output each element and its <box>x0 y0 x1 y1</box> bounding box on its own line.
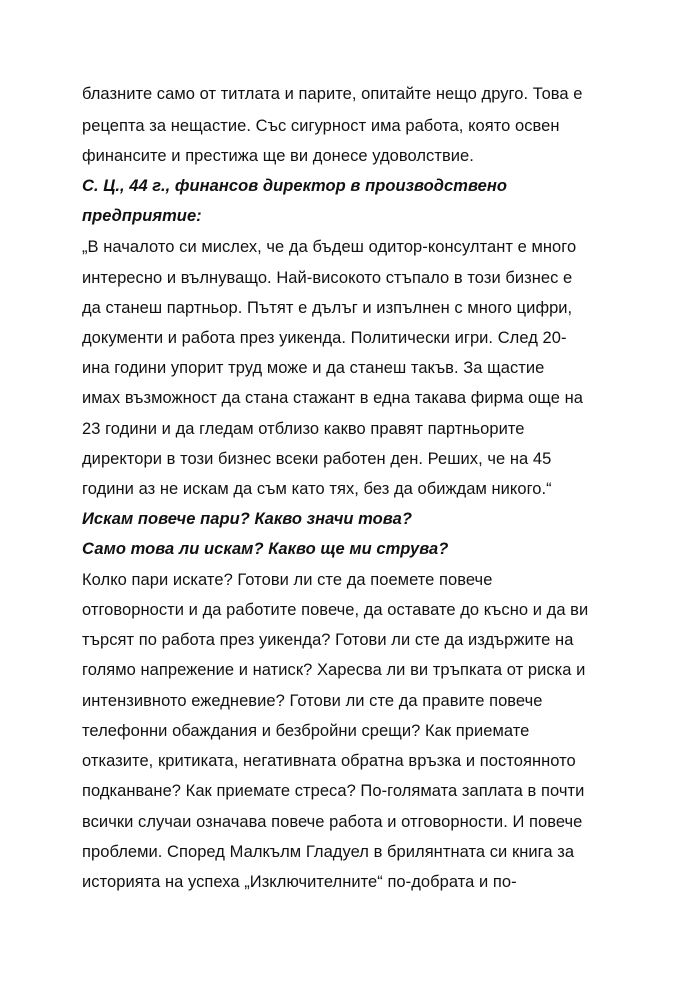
section-heading: Само това ли искам? Какво ще ми струва? <box>82 540 449 558</box>
body-line: търсят по работа през уикенда? Готови ли сте да издържите на <box>82 631 574 649</box>
body-line: отказите, критиката, негативната обратна връзка и постоянното <box>82 752 576 770</box>
person-heading: С. Ц., 44 г., финансов директор в производствено <box>82 177 507 195</box>
quote-line: директори в този бизнес всеки работен ден. Реших, че на 45 <box>82 450 552 468</box>
quote-line: „В началото си мислех, че да бъдеш одитор-консултант е много <box>82 238 577 256</box>
person-heading: предприятие: <box>82 207 202 225</box>
body-line: всички случаи означава повече работа и отговорности. И повече <box>82 813 583 831</box>
body-line: подканване? Как приемате стреса? По-голямата заплата в почти <box>82 782 585 800</box>
quote-line: години аз не искам да съм като тях, без да обиждам никого.“ <box>82 480 552 498</box>
section-heading: Искам повече пари? Какво значи това? <box>82 510 412 528</box>
body-line: рецепта за нещастие. Със сигурност има работа, която освен <box>82 117 560 135</box>
body-line: блазните само от титлата и парите, опитайте нещо друго. Това е <box>82 85 583 103</box>
body-line: интензивното ежедневие? Готови ли сте да правите повече <box>82 692 543 710</box>
body-line: отговорности и да работите повече, да оставате до късно и да ви <box>82 601 589 619</box>
body-line: Колко пари искате? Готови ли сте да поемете повече <box>82 571 493 589</box>
body-line: финансите и престижа ще ви донесе удоволствие. <box>82 147 474 165</box>
quote-line: 23 години и да гледам отблизо какво правят партньорите <box>82 420 525 438</box>
quote-line: документи и работа през уикенда. Политически игри. След 20- <box>82 329 567 347</box>
quote-line: интересно и вълнуващо. Най-високото стъпало в този бизнес е <box>82 269 573 287</box>
quote-line: да станеш партньор. Пътят е дълъг и изпълнен с много цифри, <box>82 299 573 317</box>
body-line: историята на успеха „Изключителните“ по-добрата и по- <box>82 873 517 891</box>
body-line: голямо напрежение и натиск? Харесва ли ви тръпката от риска и <box>82 661 586 679</box>
quote-line: имах възможност да стана стажант в една такава фирма още на <box>82 389 583 407</box>
body-line: проблеми. Според Малкълм Гладуел в брилянтната си книга за <box>82 843 575 861</box>
body-line: телефонни обаждания и безбройни срещи? Как приемате <box>82 722 530 740</box>
quote-line: ина години упорит труд може и да станеш такъв. За щастие <box>82 359 545 377</box>
